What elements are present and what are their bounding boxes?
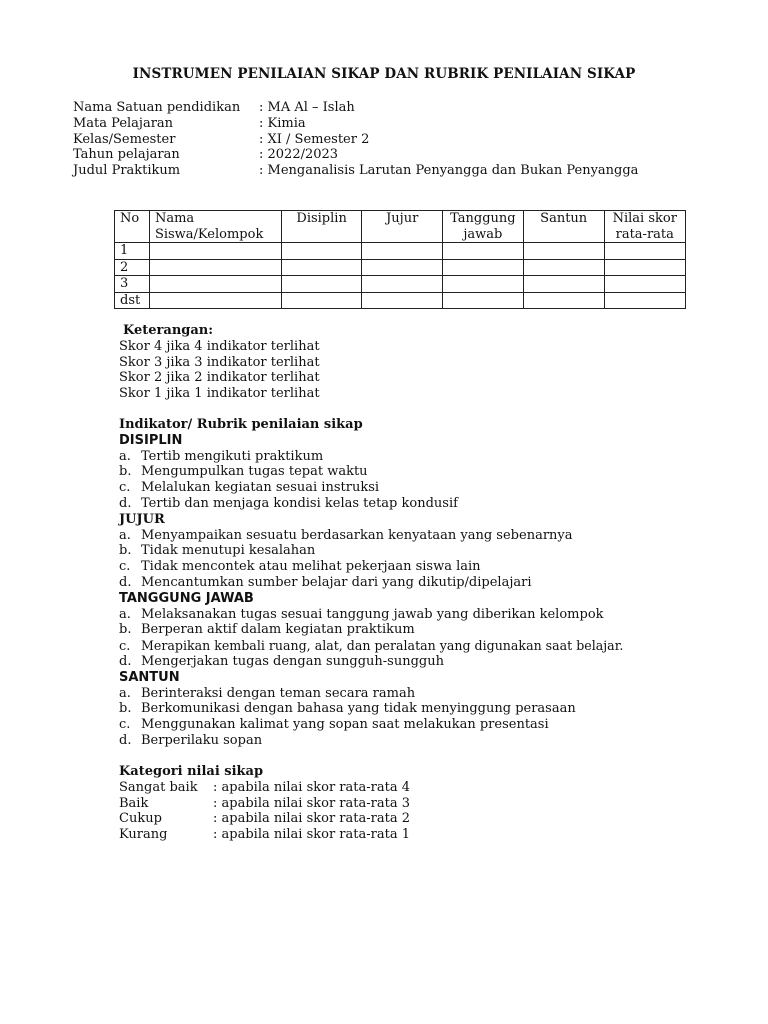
cell-jujur: [362, 292, 442, 309]
info-row-school: [73, 100, 638, 116]
header-nilai-line1: Nilai skor: [612, 211, 677, 226]
list-item: [119, 733, 623, 749]
header-tanggung-jawab: [442, 211, 523, 243]
header-no: No: [115, 211, 150, 243]
header-nilai-line2: rata-rata: [615, 226, 674, 242]
list-item: [119, 480, 623, 496]
list-item: [119, 717, 623, 733]
cell-tanggung-jawab: [442, 259, 523, 276]
item-letter: d.: [119, 574, 132, 590]
kategori-row: [119, 780, 410, 796]
section-title-disiplin: DISIPLIN: [119, 432, 183, 448]
item-text: Berinteraksi dengan teman secara ramah: [141, 685, 416, 701]
cell-nilai: [604, 259, 685, 276]
info-row-practicum: [73, 163, 638, 179]
cell-disiplin: [281, 243, 362, 260]
kategori-row: [119, 827, 410, 843]
row-number: 3: [115, 276, 150, 293]
item-text: Tidak mencontek atau melihat pekerjaan siswa lain: [141, 559, 481, 575]
item-letter: c.: [119, 480, 131, 496]
list-item: [119, 496, 623, 512]
item-letter: c.: [119, 717, 131, 733]
table-row: [115, 276, 686, 293]
kategori-value: : apabila nilai skor rata-rata 1: [213, 827, 410, 843]
table-row: [115, 292, 686, 309]
kategori-row: [119, 796, 410, 812]
cell-nilai: [604, 276, 685, 293]
list-item: [119, 654, 623, 670]
cell-tanggung-jawab: [442, 243, 523, 260]
header-name: [149, 211, 281, 243]
info-value: : 2022/2023: [259, 147, 339, 163]
cell-name: [149, 259, 281, 276]
row-number: 2: [115, 259, 150, 276]
info-row-subject: [73, 116, 638, 132]
cell-jujur: [362, 259, 442, 276]
document-info: [73, 100, 638, 179]
item-text: Tidak menutupi kesalahan: [141, 543, 316, 559]
item-letter: a.: [119, 685, 131, 701]
keterangan-heading: Keterangan:: [123, 323, 214, 338]
item-letter: b.: [119, 701, 132, 717]
item-letter: b.: [119, 543, 132, 559]
table-header-row: [115, 211, 686, 243]
item-text: Tertib mengikuti praktikum: [141, 448, 324, 464]
row-number: dst: [115, 292, 150, 309]
kategori-label: Kurang: [119, 827, 168, 843]
kategori-label: Sangat baik: [119, 779, 198, 795]
header-tj-line2: jawab: [463, 226, 503, 242]
kategori-value: : apabila nilai skor rata-rata 3: [213, 795, 410, 811]
header-nilai: [604, 211, 685, 243]
rubrik-heading: Indikator/ Rubrik penilaian sikap: [119, 417, 363, 432]
list-item: [119, 559, 623, 575]
list-item: [119, 575, 623, 591]
cell-jujur: [362, 276, 442, 293]
list-item: [119, 607, 623, 623]
cell-nilai: [604, 243, 685, 260]
rubrik-section: [119, 417, 623, 749]
section-title-jujur: JUJUR: [119, 511, 165, 527]
cell-disiplin: [281, 276, 362, 293]
kategori-section: [119, 764, 410, 843]
item-text: Melalukan kegiatan sesuai instruksi: [141, 480, 380, 496]
list-item: [119, 622, 623, 638]
document-title: INSTRUMEN PENILAIAN SIKAP DAN RUBRIK PENILAIAN SIKAP: [132, 66, 636, 82]
kategori-label: Cukup: [119, 811, 162, 827]
item-text: Mengerjakan tugas dengan sungguh-sungguh: [141, 653, 444, 669]
keterangan-line: Skor 2 jika 2 indikator terlihat: [119, 370, 320, 386]
cell-disiplin: [281, 259, 362, 276]
list-item: [119, 701, 623, 717]
cell-disiplin: [281, 292, 362, 309]
kategori-row: [119, 811, 410, 827]
cell-tanggung-jawab: [442, 276, 523, 293]
cell-tanggung-jawab: [442, 292, 523, 309]
kategori-value: : apabila nilai skor rata-rata 4: [213, 779, 410, 795]
keterangan-line: Skor 4 jika 4 indikator terlihat: [119, 338, 320, 354]
item-letter: b.: [119, 464, 132, 480]
item-letter: b.: [119, 622, 132, 638]
keterangan-section: [119, 323, 320, 402]
item-letter: a.: [119, 527, 131, 543]
item-text: Berperan aktif dalam kegiatan praktikum: [141, 622, 415, 638]
header-tj-line1: Tanggung: [450, 211, 516, 226]
kategori-heading: Kategori nilai sikap: [119, 764, 264, 779]
item-text: Berperilaku sopan: [141, 732, 263, 748]
header-name-line1: Nama: [154, 211, 195, 226]
item-letter: d.: [119, 495, 132, 511]
cell-santun: [523, 276, 604, 293]
cell-santun: [523, 292, 604, 309]
header-disiplin: Disiplin: [281, 211, 362, 243]
cell-santun: [523, 243, 604, 260]
header-jujur: Jujur: [362, 211, 442, 243]
item-letter: d.: [119, 732, 132, 748]
list-item: [119, 449, 623, 465]
item-letter: c.: [119, 639, 131, 655]
info-label: Kelas/Semester: [73, 131, 176, 147]
keterangan-line: Skor 3 jika 3 indikator terlihat: [119, 354, 320, 370]
assessment-table: [114, 210, 686, 309]
header-santun: Santun: [523, 211, 604, 243]
info-label: Nama Satuan pendidikan: [73, 100, 241, 115]
section-title-tanggung-jawab: TANGGUNG JAWAB: [119, 590, 254, 606]
table-row: [115, 243, 686, 260]
info-row-class: [73, 132, 638, 148]
info-value: : XI / Semester 2: [259, 131, 370, 147]
list-item: [119, 464, 623, 480]
item-letter: d.: [119, 653, 132, 669]
info-label: Mata Pelajaran: [73, 115, 174, 131]
list-item: [119, 638, 623, 654]
cell-name: [149, 276, 281, 293]
item-text: Mencantumkan sumber belajar dari yang dikutip/dipelajari: [141, 574, 532, 590]
kategori-value: : apabila nilai skor rata-rata 2: [213, 811, 410, 827]
cell-santun: [523, 259, 604, 276]
info-row-year: [73, 147, 638, 163]
item-text: Tertib dan menjaga kondisi kelas tetap kondusif: [141, 495, 458, 511]
info-label: Tahun pelajaran: [73, 147, 180, 163]
item-letter: c.: [119, 559, 131, 575]
info-value: : Kimia: [259, 115, 306, 131]
row-number: 1: [115, 243, 150, 260]
item-text: Menyampaikan sesuatu berdasarkan kenyataan yang sebenarnya: [141, 527, 573, 543]
section-title-santun: SANTUN: [119, 669, 180, 685]
header-name-line2: Siswa/Kelompok: [154, 226, 264, 242]
list-item: [119, 543, 623, 559]
keterangan-line: Skor 1 jika 1 indikator terlihat: [119, 386, 320, 402]
cell-nilai: [604, 292, 685, 309]
item-text: Berkomunikasi dengan bahasa yang tidak menyinggung perasaan: [141, 701, 576, 717]
cell-jujur: [362, 243, 442, 260]
cell-name: [149, 292, 281, 309]
list-item: [119, 686, 623, 702]
item-text: Merapikan kembali ruang, alat, dan peralatan yang digunakan saat belajar.: [141, 638, 624, 654]
item-text: Mengumpulkan tugas tepat waktu: [141, 464, 368, 480]
kategori-label: Baik: [119, 795, 149, 811]
item-letter: a.: [119, 448, 131, 464]
item-letter: a.: [119, 606, 131, 622]
info-label: Judul Praktikum: [73, 163, 181, 179]
item-text: Menggunakan kalimat yang sopan saat melakukan presentasi: [141, 717, 549, 733]
item-text: Melaksanakan tugas sesuai tanggung jawab yang diberikan kelompok: [141, 606, 604, 622]
info-value: : MA Al – Islah: [259, 100, 355, 115]
cell-name: [149, 243, 281, 260]
info-value: : Menganalisis Larutan Penyangga dan Bukan Penyangga: [259, 163, 639, 179]
table-row: [115, 259, 686, 276]
list-item: [119, 528, 623, 544]
